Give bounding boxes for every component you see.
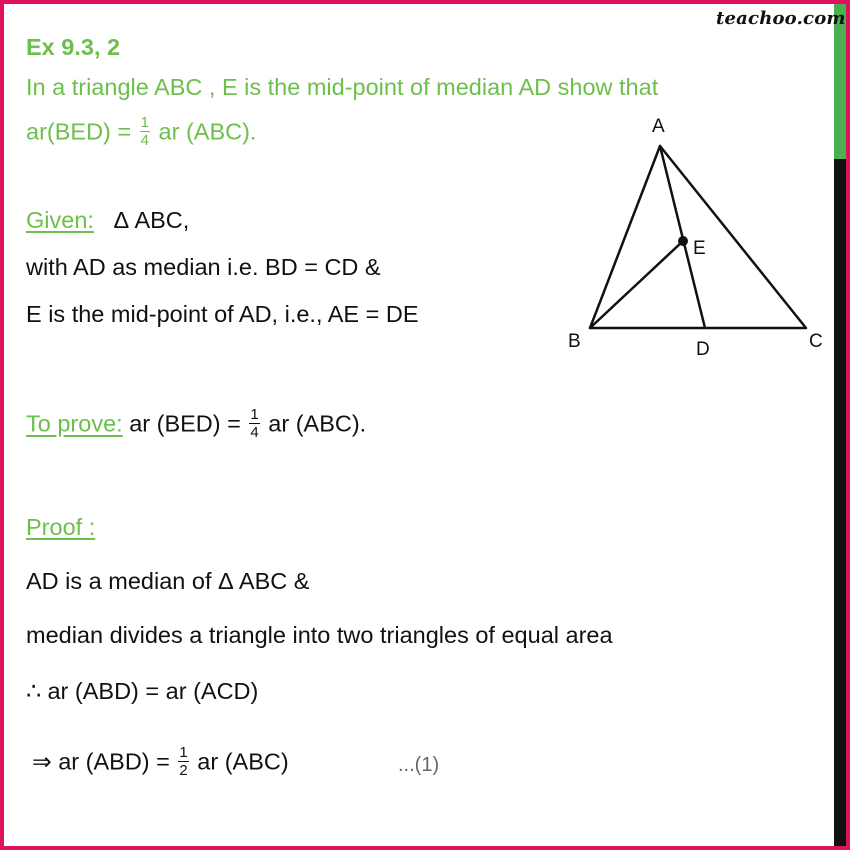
proof-line-2: median divides a triangle into two triangles of equal area bbox=[26, 622, 613, 648]
proof-line-4-end: ar (ABC) bbox=[197, 748, 289, 775]
scrollbar[interactable] bbox=[834, 4, 846, 846]
question-line-2-start: ar(BED) = bbox=[26, 118, 132, 145]
segment-be bbox=[590, 241, 683, 328]
proof-line-3: ∴ ar (ABD) = ar (ACD) bbox=[26, 678, 259, 704]
proof-fraction-numerator: 1 bbox=[179, 744, 188, 761]
equation-reference: ...(1) bbox=[398, 754, 440, 776]
given-label: Given: bbox=[26, 207, 94, 233]
given-line-2: with AD as median i.e. BD = CD & bbox=[26, 254, 381, 280]
to-prove-line bbox=[26, 406, 367, 442]
proof-fraction-denominator: 2 bbox=[179, 762, 188, 779]
to-prove-fraction bbox=[249, 407, 259, 440]
proof-fraction bbox=[178, 745, 188, 778]
question-line-2-end: ar (ABC). bbox=[158, 118, 257, 145]
to-prove-label: To prove: bbox=[26, 410, 123, 437]
proof-label: Proof : bbox=[26, 514, 96, 540]
given-text: Δ ABC, bbox=[113, 207, 190, 233]
question-line-1: In a triangle ABC , E is the mid-point of median AD show that bbox=[26, 74, 659, 100]
label-d: D bbox=[696, 339, 710, 360]
point-e-dot bbox=[678, 236, 688, 246]
question-title: Ex 9.3, 2 bbox=[26, 34, 121, 60]
to-prove-text-start: ar (BED) = bbox=[129, 410, 241, 437]
label-a: A bbox=[652, 116, 665, 137]
brand-logo: teachoo.com bbox=[716, 8, 846, 29]
question-fraction bbox=[140, 115, 150, 148]
proof-line-4-start: ⇒ ar (ABD) = bbox=[32, 748, 170, 775]
to-prove-text-end: ar (ABC). bbox=[268, 410, 367, 437]
to-prove-fraction-numerator: 1 bbox=[250, 406, 259, 423]
question-fraction-denominator: 4 bbox=[140, 132, 149, 149]
label-b: B bbox=[568, 331, 581, 352]
label-e: E bbox=[693, 238, 706, 259]
proof-line-4 bbox=[32, 744, 289, 780]
given-line-1 bbox=[26, 207, 189, 234]
label-c: C bbox=[809, 331, 823, 352]
to-prove-fraction-denominator: 4 bbox=[250, 424, 259, 441]
question-fraction-numerator: 1 bbox=[140, 114, 149, 131]
question-line-2 bbox=[26, 114, 257, 150]
given-line-3: E is the mid-point of AD, i.e., AE = DE bbox=[26, 301, 419, 327]
proof-line-1: AD is a median of Δ ABC & bbox=[26, 568, 310, 594]
triangle-figure bbox=[560, 110, 830, 360]
